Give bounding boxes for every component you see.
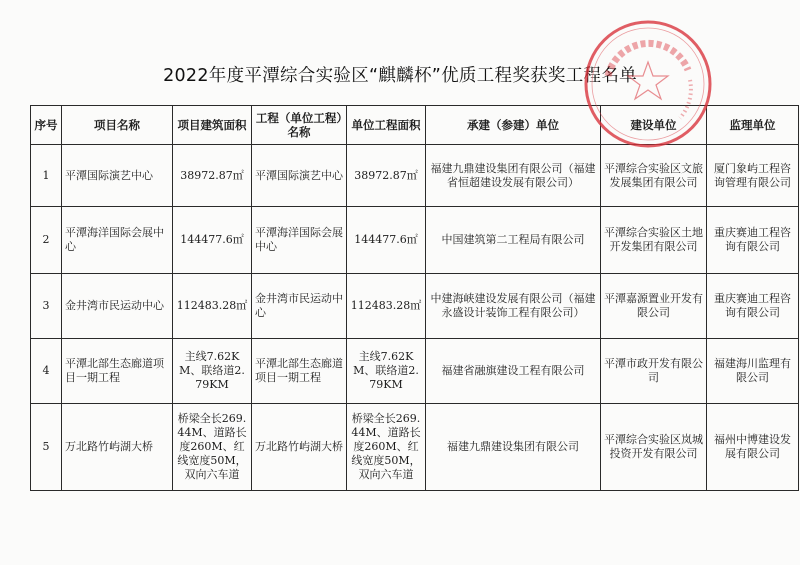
table-row (31, 145, 799, 207)
header-contractor: 承建（参建）单位 (426, 106, 601, 145)
header-project-name: 项目名称 (62, 106, 173, 145)
cell-contractor: 中国建筑第二工程局有限公司 (426, 207, 601, 274)
table-row (31, 207, 799, 274)
cell-project-area: 38972.87㎡ (173, 145, 252, 207)
award-table (30, 105, 799, 491)
cell-no: 5 (31, 404, 62, 491)
header-unit-project: 工程（单位工程）名称 (252, 106, 347, 145)
header-builder: 建设单位 (601, 106, 707, 145)
cell-project-name: 平潭国际演艺中心 (62, 145, 173, 207)
cell-no: 1 (31, 145, 62, 207)
cell-supervisor: 厦门象屿工程咨询管理有限公司 (707, 145, 799, 207)
cell-no: 4 (31, 339, 62, 404)
table-row (31, 404, 799, 491)
cell-project-area: 桥梁全长269.44M、道路长度260M、红线宽度50M，双向六车道 (173, 404, 252, 491)
cell-contractor: 福建省融旗建设工程有限公司 (426, 339, 601, 404)
table-header-row (31, 106, 799, 145)
cell-unit-area: 桥梁全长269.44M、道路长度260M、红线宽度50M，双向六车道 (347, 404, 426, 491)
cell-project-name: 平潭海洋国际会展中心 (62, 207, 173, 274)
cell-project-area: 主线7.62KM、联络道2.79KM (173, 339, 252, 404)
cell-unit-area: 主线7.62KM、联络道2.79KM (347, 339, 426, 404)
cell-supervisor: 重庆赛迪工程咨询有限公司 (707, 274, 799, 339)
cell-unit-project: 平潭海洋国际会展中心 (252, 207, 347, 274)
cell-supervisor: 福州中博建设发展有限公司 (707, 404, 799, 491)
cell-unit-project: 平潭北部生态廊道项目一期工程 (252, 339, 347, 404)
cell-project-name: 万北路竹屿湖大桥 (62, 404, 173, 491)
table-row (31, 274, 799, 339)
cell-no: 2 (31, 207, 62, 274)
document-title: 2022年度平潭综合实验区“麒麟杯”优质工程奖获奖工程名单 (163, 66, 637, 86)
header-project-area: 项目建筑面积 (173, 106, 252, 145)
cell-unit-project: 万北路竹屿湖大桥 (252, 404, 347, 491)
cell-contractor: 中建海峡建设发展有限公司（福建永盛设计装饰工程有限公司） (426, 274, 601, 339)
cell-builder: 平潭综合实验区土地开发集团有限公司 (601, 207, 707, 274)
cell-no: 3 (31, 274, 62, 339)
cell-project-name: 平潭北部生态廊道项目一期工程 (62, 339, 173, 404)
cell-contractor: 福建九鼎建设集团有限公司 (426, 404, 601, 491)
cell-builder: 平潭综合实验区文旅发展集团有限公司 (601, 145, 707, 207)
cell-unit-area: 144477.6㎡ (347, 207, 426, 274)
cell-contractor: 福建九鼎建设集团有限公司（福建省恒超建设发展有限公司） (426, 145, 601, 207)
cell-builder: 平潭嘉源置业开发有限公司 (601, 274, 707, 339)
cell-unit-area: 112483.28㎡ (347, 274, 426, 339)
cell-unit-project: 金井湾市民运动中心 (252, 274, 347, 339)
cell-project-area: 112483.28㎡ (173, 274, 252, 339)
header-no: 序号 (31, 106, 62, 145)
header-unit-area: 单位工程面积 (347, 106, 426, 145)
cell-project-name: 金井湾市民运动中心 (62, 274, 173, 339)
cell-supervisor: 重庆赛迪工程咨询有限公司 (707, 207, 799, 274)
cell-unit-area: 38972.87㎡ (347, 145, 426, 207)
cell-supervisor: 福建海川监理有限公司 (707, 339, 799, 404)
header-supervisor: 监理单位 (707, 106, 799, 145)
table-row (31, 339, 799, 404)
cell-project-area: 144477.6㎡ (173, 207, 252, 274)
cell-builder: 平潭市政开发有限公司 (601, 339, 707, 404)
cell-unit-project: 平潭国际演艺中心 (252, 145, 347, 207)
cell-builder: 平潭综合实验区岚城投资开发有限公司 (601, 404, 707, 491)
